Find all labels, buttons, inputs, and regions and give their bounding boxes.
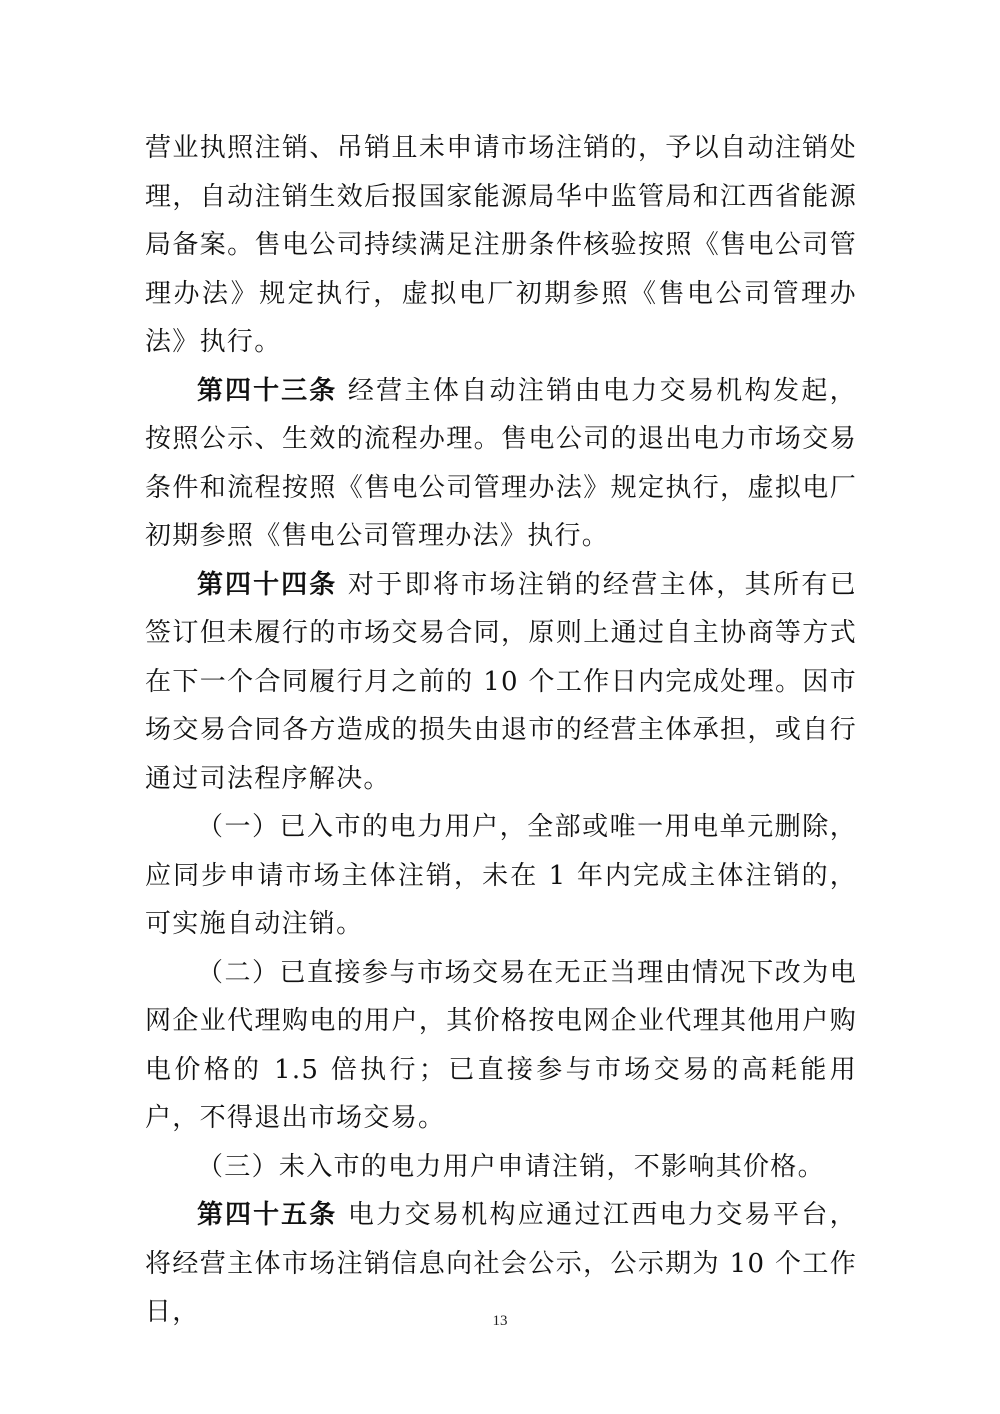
paragraph-text: （三）未入市的电力用户申请注销，不影响其价格。: [197, 1151, 825, 1182]
paragraph-text: （一）已入市的电力用户，全部或唯一用电单元删除，应同步申请市场主体注销，未在 1 年内完成主体注销的，可实施自动注销。: [145, 812, 857, 939]
clause-2: [145, 949, 857, 1143]
paragraph-continuation: [145, 124, 857, 367]
clause-1: [145, 803, 857, 949]
article-44: [145, 561, 857, 804]
body-text: [145, 124, 857, 1337]
paragraph-text: 营业执照注销、吊销且未申请市场注销的，予以自动注销处理，自动注销生效后报国家能源局华中监管局和江西省能源局备案。售电公司持续满足注册条件核验按照《售电公司管理办法》规定执行，虚拟电厂初期参照《售电公司管理办法》执行。: [145, 133, 857, 357]
article-43: [145, 367, 857, 561]
paragraph-text: 电力交易机构应通过江西电力交易平台，将经营主体市场注销信息向社会公示，公示期为 10 个工作日，: [145, 1200, 857, 1327]
paragraph-text: （二）已直接参与市场交易在无正当理由情况下改为电网企业代理购电的用户，其价格按电网企业代理其他用户购电价格的 1.5 倍执行；已直接参与市场交易的高耗能用户，不得退出市场交易。: [145, 957, 857, 1133]
paragraph-text: 经营主体自动注销由电力交易机构发起，按照公示、生效的流程办理。售电公司的退出电力市场交易条件和流程按照《售电公司管理办法》规定执行，虚拟电厂初期参照《售电公司管理办法》执行。: [145, 375, 857, 551]
article-number: 第四十四条: [197, 569, 338, 600]
article-number: 第四十三条: [197, 375, 338, 406]
article-number: 第四十五条: [197, 1200, 338, 1230]
clause-3: [145, 1143, 857, 1192]
paragraph-text: 对于即将市场注销的经营主体，其所有已签订但未履行的市场交易合同，原则上通过自主协商等方式在下一个合同履行月之前的 10 个工作日内完成处理。因市场交易合同各方造成的损失由退市的经营主体承担，或自行通过司法程序解决。: [145, 569, 857, 794]
page-number: 13: [492, 1313, 508, 1329]
